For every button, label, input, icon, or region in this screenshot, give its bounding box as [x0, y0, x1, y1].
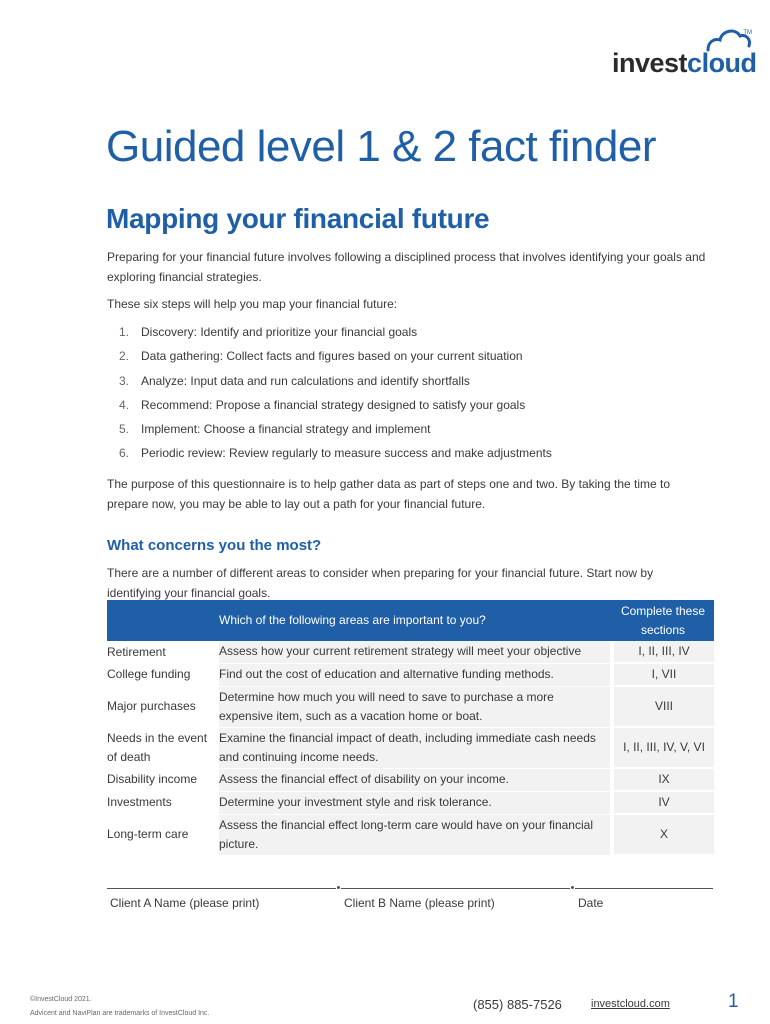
- step-text: Data gathering: Collect facts and figures based on your current situation: [141, 349, 523, 364]
- step-text: Analyze: Input data and run calculations and identify shortfalls: [141, 373, 470, 388]
- table-row: [107, 814, 714, 855]
- row-area: Investments: [107, 795, 172, 809]
- client-b-signature-line[interactable]: [341, 888, 570, 889]
- logo-wordmark: [612, 50, 757, 77]
- footer-website-link[interactable]: investcloud.com: [591, 998, 670, 1010]
- row-sections: VIII: [612, 686, 714, 727]
- table-header-question-text: Which of the following areas are important to you?: [219, 613, 486, 627]
- row-area: Long-term care: [107, 827, 189, 841]
- row-description: Find out the cost of education and alternative funding methods.: [219, 663, 612, 686]
- concerns-table: [107, 600, 714, 856]
- steps-list: [119, 320, 552, 466]
- copyright-text: ©InvestCloud 2021.: [30, 996, 92, 1003]
- step-number: 3.: [119, 373, 130, 388]
- table-header-area: [107, 600, 219, 641]
- client-a-signature-line[interactable]: [107, 888, 336, 889]
- step-text: Recommend: Propose a financial strategy designed to satisfy your goals: [141, 397, 526, 412]
- row-description: Assess the financial effect long-term care would have on your financial picture.: [219, 814, 612, 855]
- step-item: [119, 369, 552, 393]
- step-number: 5.: [119, 422, 130, 437]
- row-area: Needs in the event of death: [107, 730, 208, 764]
- row-sections: IX: [612, 768, 714, 791]
- table-row: [107, 641, 714, 663]
- footer-copyright: [30, 993, 209, 1021]
- step-number: 1.: [119, 325, 130, 339]
- purpose-paragraph: The purpose of this questionnaire is to help gather data as part of steps one and two. By taking the time to prepare now, you may be able to lay out a path for your financial future.: [107, 477, 671, 511]
- step-item: [119, 417, 552, 441]
- step-item: [119, 344, 552, 368]
- row-description: Assess how your current retirement strategy will meet your objective: [219, 641, 612, 663]
- row-description: Examine the financial impact of death, including immediate cash needs and continuing income needs.: [219, 727, 612, 768]
- trademark-note: Advicent and NaviPlan are trademarks of InvestCloud Inc.: [30, 1010, 210, 1017]
- row-area: Retirement: [107, 644, 166, 659]
- step-text: Implement: Choose a financial strategy and implement: [141, 422, 431, 437]
- document-title: Guided level 1 & 2 fact finder: [106, 122, 656, 171]
- logo-text-cloud: cloud: [687, 48, 757, 78]
- row-sections: X: [612, 814, 714, 855]
- row-description: Determine your investment style and risk tolerance.: [219, 791, 612, 814]
- step-text: Periodic review: Review regularly to measure success and make adjustments: [141, 446, 552, 461]
- row-sections: I, II, III, IV: [612, 641, 714, 663]
- row-sections: I, II, III, IV, V, VI: [612, 727, 714, 768]
- step-item: [119, 441, 552, 465]
- row-description: Determine how much you will need to save to purchase a more expensive item, such as a vacation home or boat.: [219, 686, 612, 727]
- table-row: [107, 686, 714, 727]
- date-signature-line[interactable]: [575, 888, 713, 889]
- table-row: [107, 791, 714, 814]
- step-item: [119, 393, 552, 417]
- signature-divider-dot: [337, 886, 340, 889]
- step-text: Discovery: Identify and prioritize your financial goals: [141, 325, 418, 339]
- table-row: [107, 727, 714, 768]
- table-header-question: [219, 600, 612, 641]
- step-number: 4.: [119, 397, 130, 412]
- table-row: [107, 663, 714, 686]
- concerns-heading: What concerns you the most?: [107, 537, 322, 554]
- client-b-label: Client B Name (please print): [344, 896, 495, 910]
- footer-phone: (855) 885-7526: [473, 997, 562, 1012]
- step-number: 6.: [119, 446, 130, 461]
- section-title: Mapping your financial future: [106, 203, 490, 234]
- concerns-paragraph: There are a number of different areas to consider when preparing for your financial future. Start now by identifying your financial goals.: [107, 566, 654, 600]
- table-header-row: [107, 600, 714, 641]
- intro-paragraph: Preparing for your financial future involves following a disciplined process that involves identifying your goals and exploring financial strategies.: [107, 250, 706, 284]
- steps-intro: These six steps will help you map your financial future:: [107, 297, 398, 311]
- row-area: Disability income: [107, 772, 198, 786]
- row-description: Assess the financial effect of disability on your income.: [219, 768, 612, 791]
- row-sections: I, VII: [612, 663, 714, 686]
- logo-trademark: TM: [743, 30, 752, 36]
- date-label: Date: [578, 896, 604, 910]
- investcloud-logo: [612, 24, 757, 80]
- row-area: College funding: [107, 667, 191, 681]
- logo-text-invest: invest: [612, 48, 688, 78]
- row-area: Major purchases: [107, 699, 196, 713]
- row-sections: IV: [612, 791, 714, 814]
- table-row: [107, 768, 714, 791]
- signature-divider-dot: [571, 886, 574, 889]
- step-item: [119, 320, 552, 344]
- table-header-sections: Complete these sections: [612, 600, 714, 641]
- client-a-label: Client A Name (please print): [110, 896, 260, 910]
- page-number: 1: [728, 991, 739, 1012]
- step-number: 2.: [119, 349, 130, 364]
